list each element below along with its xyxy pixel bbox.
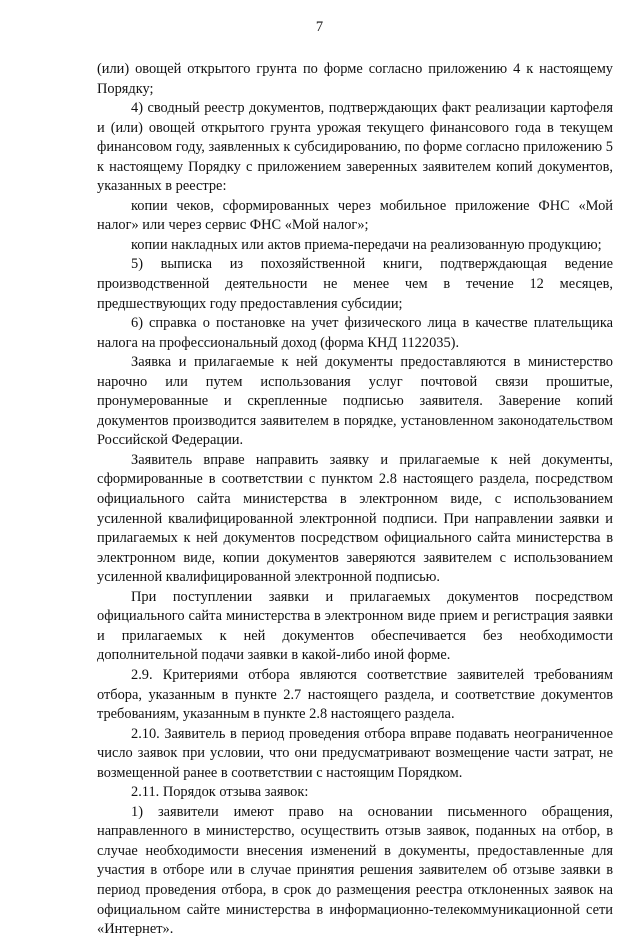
page-number: 7 <box>315 19 324 35</box>
paragraph-section-2-9: 2.9. Критериями отбора являются соответствие заявителей требованиям отбора, указанным в пункте 2.7 настоящего раздела, и соответствие документов требованиям, указанным в пункте 2.8 настоящего раздела. <box>97 666 613 723</box>
paragraph-receipts-copies: копии чеков, сформированных через мобильное приложение ФНС «Мой налог» или через сервис ФНС «Мой налог»; <box>97 197 613 234</box>
paragraph-electronic-submission: Заявитель вправе направить заявку и прилагаемые к ней документы, сформированные в соответствии с пунктом 2.8 настоящего раздела, посредством официального сайта министерства в электронном виде, с использованием усиленной квалифицированной электронной подписи. При направлении заявки и прилагаемых к ней документов посредством официального сайта министерства в электронном виде, копии документов заверяются заявителем с использованием усиленной квалифицированной электронной подписью. <box>97 451 613 586</box>
paragraph-withdrawal-1: 1) заявители имеют право на основании письменного обращения, направленного в министерство, осуществить отзыв заявок, поданных на отбор, в случае необходимости внесения изменений в документы, предоставленные для участия в отборе или в случае принятия решения заявителем об отзыве заявки в период проведения отбора, в срок до размещения реестра отклоненных заявок на официальном сайте министерства в информационно-телекоммуникационной сети «Интернет». <box>97 803 613 938</box>
paragraph-submission: Заявка и прилагаемые к ней документы предоставляются в министерство нарочно или путем использования услуг почтовой связи прошитые, пронумерованные и скрепленные подписью заявителя. Заверение копий документов производится заявителем в порядке, установленном законодательством Российской Федерации. <box>97 354 613 449</box>
paragraph-section-2-10: 2.10. Заявитель в период проведения отбора вправе подавать неограниченное число заявок при условии, что они предусматривают возмещение части затрат, не возмещенной ранее в соответствии с настоящим Порядком. <box>97 725 613 781</box>
paragraph-item-4: 4) сводный реестр документов, подтверждающих факт реализации картофеля и (или) овощей открытого грунта урожая текущего финансового года в текущем финансовом году, заявленных к субсидированию, по форме согласно приложению 5 к настоящему Порядку с приложением заверенных заявителем копий документов, указанных в реестре: <box>97 100 613 195</box>
paragraph-item-5: 5) выписка из похозяйственной книги, подтверждающая ведение производственной деятельности не менее чем в течение 12 месяцев, предшествующих году предоставления субсидии; <box>97 256 613 312</box>
paragraph-continuation: (или) овощей открытого грунта по форме согласно приложению 4 к настоящему Порядку; <box>97 61 613 97</box>
paragraph-invoice-copies: копии накладных или актов приема-передачи на реализованную продукцию; <box>131 236 602 253</box>
paragraph-electronic-receipt: При поступлении заявки и прилагаемых документов посредством официального сайта министерства в электронном виде прием и регистрация заявки и прилагаемых к ней документов обеспечивается без необходимости дополнительной подачи заявки в какой-либо иной форме. <box>97 588 613 664</box>
document-body <box>97 60 613 940</box>
paragraph-item-6: 6) справка о постановке на учет физического лица в качестве плательщика налога на профессиональный доход (форма КНД 1122035). <box>97 315 613 351</box>
paragraph-section-2-11: 2.11. Порядок отзыва заявок: <box>131 784 309 801</box>
